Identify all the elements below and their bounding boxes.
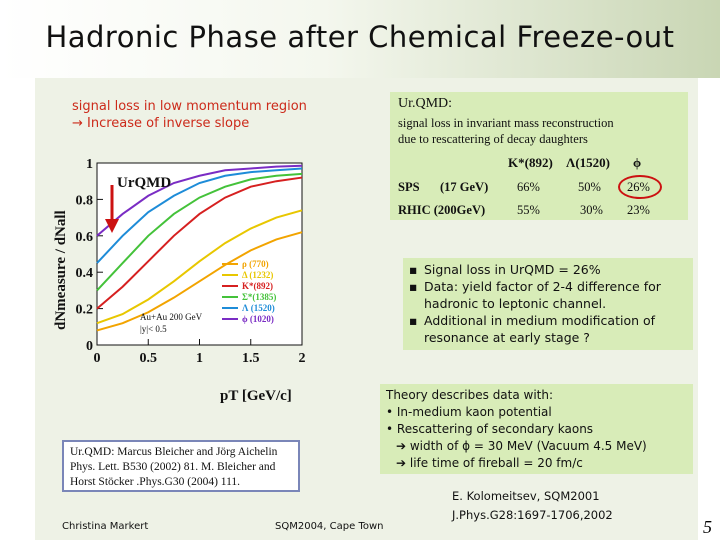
finding-text: Data: yield factor of 2-4 difference for hadronic to leptonic channel.: [424, 279, 661, 311]
y-tick-label: 0.8: [75, 193, 93, 209]
x-tick-label: 0: [93, 351, 101, 366]
kolomeitsev-journal: J.Phys.G28:1697-1706,2002: [452, 508, 613, 522]
bullet-icon: ▪: [409, 279, 418, 294]
rhic-lambda-value: 30%: [580, 203, 603, 217]
legend-label: Δ (1232): [242, 270, 274, 280]
sps-phi-value: 26%: [627, 180, 650, 194]
sps-kstar-value: 66%: [517, 180, 540, 194]
theory-line: • Rescattering of secondary kaons: [386, 422, 594, 436]
row-rhic-label: RHIC (200GeV): [398, 203, 486, 217]
annotation-energy: Au+Au 200 GeV: [140, 312, 203, 322]
column-kstar: K*(892): [508, 155, 553, 170]
theory-line: • In-medium kaon potential: [386, 405, 552, 419]
y-tick-label: 0: [86, 339, 93, 354]
signal-loss-note: [72, 98, 372, 132]
x-tick-label: 0.5: [139, 351, 157, 366]
page-number: 5: [703, 517, 712, 537]
bullet-icon: ▪: [409, 313, 418, 328]
y-tick-label: 0.2: [75, 302, 93, 318]
row-sps-energy: (17 GeV): [440, 180, 489, 194]
y-axis-label: dNmeasure / dNall: [53, 210, 69, 330]
reference-line: Ur.QMD: Marcus Bleicher and Jörg Aichelin: [70, 446, 278, 458]
legend-label: Λ (1520): [242, 303, 275, 313]
x-tick-label: 1.5: [242, 351, 260, 366]
reference-box: [62, 440, 300, 492]
footer-author: Christina Markert: [62, 521, 149, 532]
legend-label: Σ*(1385): [242, 292, 277, 302]
row-sps-label: SPS: [398, 180, 420, 194]
legend-label: ρ (770): [242, 259, 269, 269]
urqmd-desc-line1: signal loss in invariant mass reconstruction: [398, 116, 614, 130]
urqmd-heading: Ur.QMD:: [398, 96, 453, 111]
theory-line: Theory describes data with:: [386, 388, 554, 402]
theory-line: ➔ width of ϕ = 30 MeV (Vacuum 4.5 MeV): [396, 439, 647, 453]
kolomeitsev-citation: E. Kolomeitsev, SQM2001: [452, 489, 600, 503]
highlight-ring: [618, 175, 662, 199]
theory-box: [380, 384, 693, 474]
x-tick-label: 2: [298, 351, 306, 366]
ratio-chart: [40, 145, 370, 410]
inverse-slope-line: → Increase of inverse slope: [72, 116, 250, 131]
reference-line: Phys. Lett. B530 (2002) 81. M. Bleicher and: [70, 461, 276, 473]
sps-lambda-value: 50%: [578, 180, 601, 194]
y-tick-label: 0.6: [75, 229, 93, 245]
column-lambda: Λ(1520): [566, 155, 610, 170]
model-label: UrQMD: [117, 175, 172, 191]
urqmd-desc-line2: due to rescattering of decay daughters: [398, 132, 588, 146]
footer-event: SQM2004, Cape Town: [275, 521, 384, 532]
x-axis-label: pT [GeV/c]: [220, 388, 292, 404]
signal-loss-line: signal loss in low momentum region: [72, 99, 307, 114]
reference-line: Horst Stöcker .Phys.G30 (2004) 111.: [70, 476, 241, 488]
annotation-rapidity: |y|< 0.5: [140, 324, 167, 334]
legend-label: ϕ (1020): [242, 314, 274, 324]
y-tick-label: 1: [86, 157, 93, 172]
rhic-phi-value: 23%: [627, 203, 650, 217]
finding-text: Signal loss in UrQMD = 26%: [424, 262, 601, 277]
x-tick-label: 1: [196, 351, 203, 366]
finding-text: Additional in medium modification of resonance at early stage ?: [424, 313, 656, 345]
y-tick-label: 0.4: [75, 266, 93, 282]
urqmd-description: [398, 115, 614, 147]
slide-title: Hadronic Phase after Chemical Freeze-out: [45, 20, 675, 54]
bullet-icon: ▪: [409, 262, 418, 277]
urqmd-loss-table: [390, 92, 688, 220]
legend-label: K*(892): [242, 281, 273, 291]
column-phi: ϕ: [633, 155, 642, 170]
findings-box: [403, 258, 693, 350]
theory-line: ➔ life time of fireball = 20 fm/c: [396, 456, 583, 470]
rhic-kstar-value: 55%: [517, 203, 540, 217]
